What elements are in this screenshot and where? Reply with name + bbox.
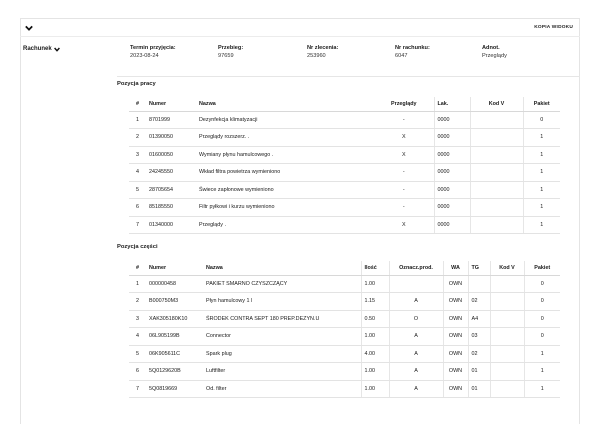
field-label: Adnot. [482,45,500,51]
cell-inspection: - [374,181,434,199]
cell-package: 1 [524,380,560,398]
cell-manufacturer-mark: A [389,328,443,346]
cell-number: 01340000 [146,216,196,234]
cell-package: 1 [523,146,560,164]
cell-paint: 0000 [434,199,470,217]
cell-wa: OWN [443,363,468,381]
cell-paint: 0000 [434,129,470,147]
cell-name: Wkład filtra powietrza wymieniono [196,164,374,182]
column-header: Numer [146,97,196,111]
cell-wa: OWN [443,328,468,346]
labor-header-row [129,97,560,111]
cell-wa: OWN [443,293,468,311]
column-header: TG [468,261,490,275]
chevron-down-icon[interactable] [25,24,33,32]
cell-tg: 03 [468,328,490,346]
header-divider [20,36,580,37]
cell-package: 1 [524,345,560,363]
cell-number: 24245550 [146,164,196,182]
cell-name: Świece zapłonowe wymieniono [196,181,374,199]
cell-tg: 02 [468,293,490,311]
cell-code [470,181,523,199]
table-row [129,129,560,147]
field-received-date [130,45,176,59]
column-header: Ilość [361,261,389,275]
field-label: Nr zlecenia: [307,45,339,51]
cell-code [490,293,524,311]
cell-index: 7 [129,380,146,398]
cell-index: 4 [129,164,146,182]
cell-code [490,275,524,293]
cell-inspection: - [374,111,434,129]
column-header: # [129,97,146,111]
cell-quantity: 0.50 [361,310,389,328]
cell-code [490,345,524,363]
column-header: # [129,261,146,275]
cell-number: 01390050 [146,129,196,147]
table-row [129,345,560,363]
table-row [129,328,560,346]
field-order-number [307,45,338,59]
column-header: Lak. [434,97,470,111]
field-invoice-number [395,45,430,59]
cell-paint: 0000 [434,181,470,199]
cell-index: 4 [129,328,146,346]
column-header: Oznacz.prod. [389,261,443,275]
cell-name: PAKIET SMARNO CZYSZCZĄCY [203,275,361,293]
cell-index: 6 [129,199,146,217]
cell-code [490,380,524,398]
cell-package: 1 [523,216,560,234]
cell-wa: OWN [443,345,468,363]
cell-number: 5Q0129620B [146,363,203,381]
cell-package: 0 [524,310,560,328]
chevron-down-icon [54,47,60,52]
table-row [129,275,560,293]
cell-paint: 0000 [434,146,470,164]
field-value: 6047 [395,53,408,59]
column-header: Przeglądy [374,97,434,111]
cell-code [470,164,523,182]
cell-paint: 0000 [434,164,470,182]
cell-quantity: 1.00 [361,328,389,346]
parts-header-row [129,261,560,275]
cell-manufacturer-mark: A [389,363,443,381]
table-row [129,363,560,381]
cell-inspection: X [374,216,434,234]
cell-manufacturer-mark [389,275,443,293]
column-header: Nazwa [203,261,361,275]
column-header: Kod V [470,97,523,111]
cell-index: 5 [129,181,146,199]
cell-tg: 01 [468,380,490,398]
table-row [129,199,560,217]
cell-index: 7 [129,216,146,234]
cell-name: Przeglądy rozszerz. . [196,129,374,147]
cell-index: 5 [129,345,146,363]
cell-package: 0 [524,275,560,293]
cell-name: Od. filter [203,380,361,398]
cell-wa: OWN [443,310,468,328]
field-label: Przebieg: [218,45,244,51]
cell-package: 1 [523,164,560,182]
cell-tg [468,275,490,293]
table-row [129,216,560,234]
field-value: 2023-08-24 [130,53,159,59]
cell-tg: 01 [468,363,490,381]
field-value: 253960 [307,53,326,59]
field-label: Termin przyjęcia: [130,45,176,51]
cell-tg: 02 [468,345,490,363]
cell-name: ŚRODEK CONTRA SEPT 180 PREP.DEZYN.U [203,310,361,328]
column-header: Numer [146,261,203,275]
cell-manufacturer-mark: A [389,293,443,311]
cell-inspection: X [374,129,434,147]
cell-inspection: X [374,146,434,164]
cell-name: Przeglądy . [196,216,374,234]
cell-package: 0 [523,111,560,129]
cell-number: 28705654 [146,181,196,199]
field-value: Przeglądy [482,53,507,59]
table-row [129,310,560,328]
table-row [129,111,560,129]
cell-code [470,129,523,147]
cell-paint: 0000 [434,111,470,129]
copy-view-link[interactable]: KOPIA WIDOKU [534,25,573,30]
cell-number: 06K905611C [146,345,203,363]
column-header: Pakiet [523,97,560,111]
cell-index: 1 [129,111,146,129]
cell-wa: OWN [443,275,468,293]
cell-manufacturer-mark: O [389,310,443,328]
column-header: Pakiet [524,261,560,275]
labor-table [129,97,560,234]
cell-package: 0 [524,328,560,346]
field-mileage [218,45,243,59]
section-divider [117,76,580,77]
cell-name: Connector [203,328,361,346]
field-note [482,45,507,59]
cell-name: Płyn hamulcowy 1 l [203,293,361,311]
cell-code [490,310,524,328]
field-label: Nr rachunku: [395,45,430,51]
parts-section-title: Pozycja części [117,244,158,250]
cell-package: 1 [523,199,560,217]
cell-number: 5Q0819669 [146,380,203,398]
cell-name: Wymiany płynu hamulcowego . [196,146,374,164]
cell-package: 0 [524,293,560,311]
column-header: Nazwa [196,97,374,111]
cell-code [490,363,524,381]
cell-package: 1 [523,181,560,199]
table-row [129,380,560,398]
cell-paint: 0000 [434,216,470,234]
cell-code [470,111,523,129]
cell-name: Dezynfekcja klimatyzacji [196,111,374,129]
cell-quantity: 1.00 [361,380,389,398]
cell-number: 06L905199B [146,328,203,346]
cell-name: Filtr pyłkowi i kurzu wymieniono [196,199,374,217]
cell-index: 1 [129,275,146,293]
table-row [129,293,560,311]
cell-quantity: 4.00 [361,345,389,363]
cell-inspection: - [374,199,434,217]
cell-manufacturer-mark: A [389,380,443,398]
cell-index: 2 [129,293,146,311]
cell-name: Spark plug [203,345,361,363]
cell-number: B000750M3 [146,293,203,311]
cell-index: 3 [129,146,146,164]
labor-section-title: Pozycja pracy [117,81,156,87]
cell-number: 000000458 [146,275,203,293]
cell-inspection: - [374,164,434,182]
cell-index: 2 [129,129,146,147]
cell-number: 01600050 [146,146,196,164]
cell-number: XAK305180K10 [146,310,203,328]
cell-quantity: 1.00 [361,275,389,293]
cell-code [470,146,523,164]
cell-code [490,328,524,346]
cell-number: 85185550 [146,199,196,217]
cell-package: 1 [524,363,560,381]
invoice-toggle-label: Rachunek [23,46,52,52]
cell-name: Luftfilter [203,363,361,381]
column-header: Kod V [490,261,524,275]
cell-tg: A4 [468,310,490,328]
cell-number: 8701999 [146,111,196,129]
invoice-toggle[interactable] [23,46,60,52]
parts-table [129,261,560,398]
cell-quantity: 1.15 [361,293,389,311]
table-row [129,181,560,199]
table-row [129,164,560,182]
cell-code [470,216,523,234]
column-header: WA [443,261,468,275]
field-value: 97659 [218,53,234,59]
cell-wa: OWN [443,380,468,398]
cell-manufacturer-mark: A [389,345,443,363]
cell-index: 3 [129,310,146,328]
cell-code [470,199,523,217]
cell-package: 1 [523,129,560,147]
cell-quantity: 1.00 [361,363,389,381]
table-row [129,146,560,164]
cell-index: 6 [129,363,146,381]
